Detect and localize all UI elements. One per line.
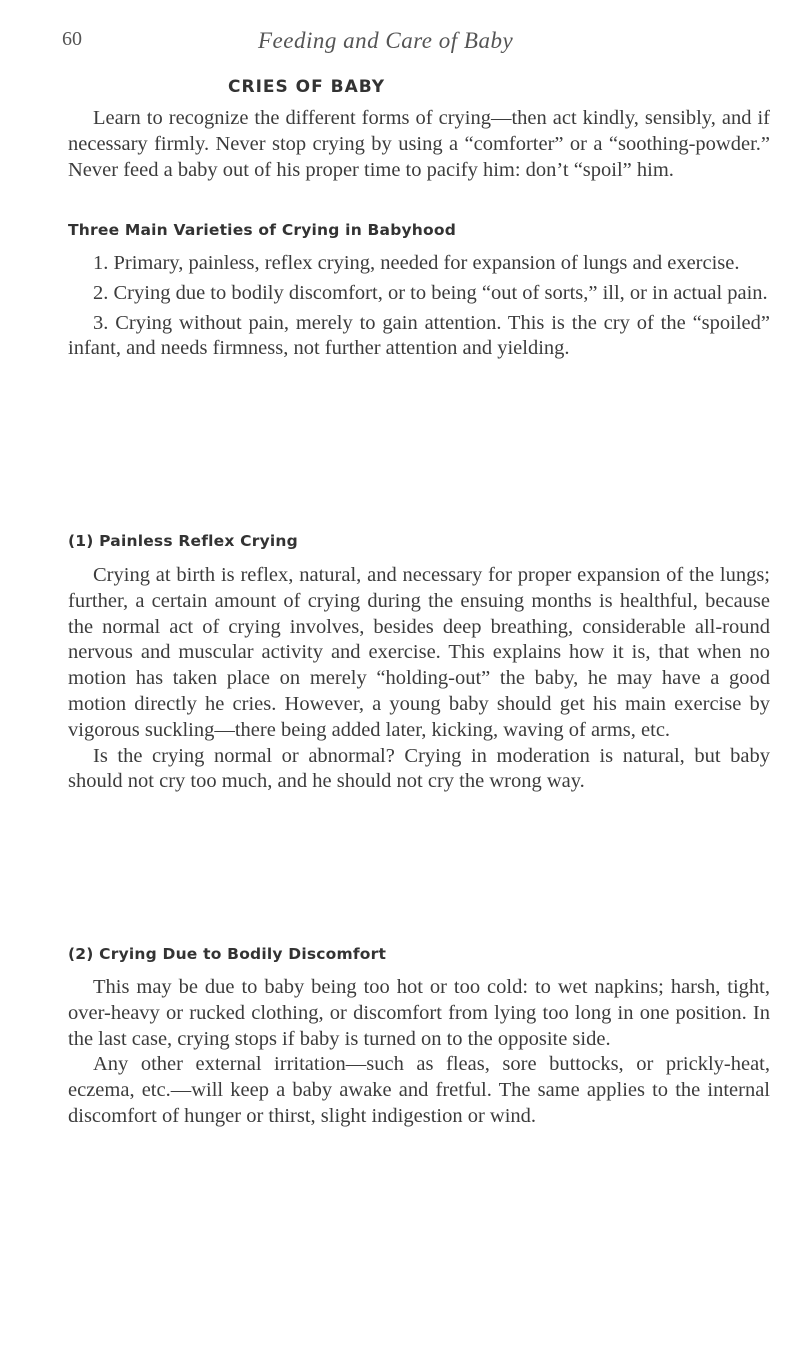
intro-paragraph: Learn to recognize the different forms of crying—then act kindly, sensibly, and if necessary firmly. Never stop crying by using a “comforter” or a “soothing-powder.” Never feed a baby out of his proper time to pacify him: don’t “spoil” him. <box>68 107 770 181</box>
painless-heading: (1) Painless Reflex Crying <box>68 532 298 550</box>
running-head <box>62 28 770 72</box>
variety-item: 3. Crying without pain, merely to gain attention. This is the cry of the “spoiled” infant, and needs firmness, not further attention and yielding. <box>68 311 770 360</box>
book-page <box>62 28 770 1127</box>
painless-body <box>68 563 770 795</box>
painless-paragraph: Is the crying normal or abnormal? Crying in moderation is natural, but baby should not cry too much, and he should not cry the wrong way. <box>68 744 770 793</box>
discomfort-paragraph: Any other external irritation—such as fleas, sore buttocks, or prickly-heat, eczema, etc.—will keep a baby awake and fretful. The same applies to the internal discomfort of hunger or thirst, slight indigestion or wind. <box>68 1053 770 1127</box>
running-title: Feeding and Care of Baby <box>258 28 514 53</box>
variety-item: 2. Crying due to bodily discomfort, or to being “out of sorts,” ill, or in actual pain. <box>93 281 768 304</box>
discomfort-body <box>68 975 770 1130</box>
painless-section <box>68 532 770 550</box>
discomfort-section <box>68 945 770 963</box>
discomfort-paragraph: This may be due to baby being too hot or too cold: to wet napkins; harsh, tight, over-heavy or rucked clothing, or discomfort from lying too long in one position. In the last case, crying stops if baby is turned on to the opposite side. <box>68 976 770 1050</box>
painless-paragraph: Crying at birth is reflex, natural, and necessary for proper expansion of the lungs; further, a certain amount of crying during the ensuing months is healthful, because the normal act of crying involves, besides deep breathing, considerable all-round nervous and muscular activity and exercise. This explains how it is, that when no motion has taken place on merely “holding-out” the baby, he may have a good motion directly he cries. However, a young baby should get his main exercise by vigorous suckling—there being added later, kicking, waving of arms, etc. <box>68 564 770 741</box>
discomfort-heading: (2) Crying Due to Bodily Discomfort <box>68 945 387 963</box>
page-number: 60 <box>62 28 82 50</box>
varieties-section <box>68 221 770 239</box>
section-title: CRIES OF BABY <box>228 77 386 97</box>
varieties-heading: Three Main Varieties of Crying in Babyhood <box>68 221 457 239</box>
varieties-list <box>68 251 770 362</box>
variety-item: 1. Primary, painless, reflex crying, needed for expansion of lungs and exercise. <box>93 252 740 274</box>
intro-block <box>68 106 770 183</box>
